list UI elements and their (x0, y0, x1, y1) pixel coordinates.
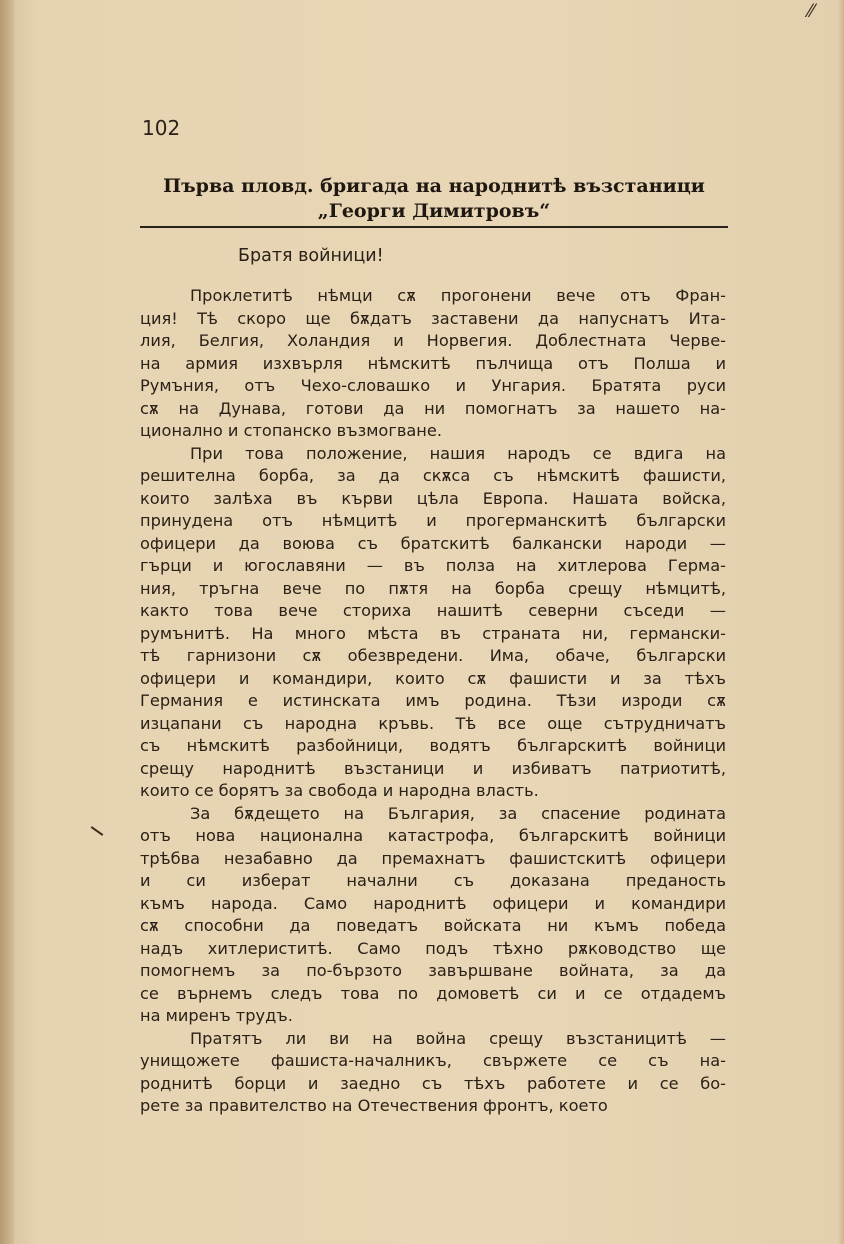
text-line: надъ хитлериститѣ. Само подъ тѣхно рѫководство ще (140, 938, 726, 958)
text-line: Пратятъ ли ви на война срещу възстаницитѣ — (190, 1028, 726, 1048)
text-line: които се борятъ за свобода и народна власть. (140, 781, 539, 800)
text-line: съ нѣмскитѣ разбойници, водятъ българскитѣ войници (140, 736, 726, 755)
page-left-edge (0, 0, 14, 1244)
margin-mark (91, 826, 104, 836)
section-heading (140, 174, 728, 224)
text-line: румънитѣ. На много мѣста въ страната ни, германски- (140, 623, 726, 643)
heading-rule (140, 226, 728, 228)
text-line: изцапани съ народна кръвь. Тѣ все още сътрудничатъ (140, 713, 726, 733)
text-line: трѣбва незабавно да премахнатъ фашистскитѣ офицери (140, 848, 726, 868)
paragraph (140, 803, 726, 1028)
text-line: къмъ народа. Само народнитѣ офицери и командири (140, 893, 726, 913)
text-line: тѣ гарнизони сѫ обезвредени. Има, обаче, български (140, 646, 726, 665)
text-line: рете за правителство на Отечествения фронтъ, което (140, 1096, 608, 1115)
text-line: сѫ на Дунава, готови да ни помогнатъ за нашето на- (140, 398, 726, 418)
text-line: на миренъ трудъ. (140, 1006, 293, 1025)
paragraph (140, 285, 726, 443)
text-line: отъ нова национална катастрофа, българскитѣ войници (140, 826, 726, 845)
text-line: лия, Белгия, Холандия и Норвегия. Доблестната Черве- (140, 331, 726, 350)
text-line: гърци и югославяни — въ полза на хитлерова Герма- (140, 556, 726, 575)
body-text (140, 285, 726, 1118)
heading-line-1: Първа пловд. бригада на народнитѣ възстаници (163, 175, 705, 197)
text-line: които залѣха въ кърви цѣла Европа. Нашата войска, (140, 488, 726, 508)
page-number: 102 (142, 116, 181, 140)
text-line: принудена отъ нѣмцитѣ и прогерманскитѣ български (140, 511, 726, 530)
text-line: сѫ способни да поведатъ войската ни къмъ победа (140, 916, 726, 935)
text-line: и си изберат начални съ доказана преданость (140, 871, 726, 890)
text-line: офицери и командири, които сѫ фашисти и за тѣхъ (140, 668, 726, 688)
paragraph (140, 1028, 726, 1118)
text-line: се върнемъ следъ това по домоветѣ си и се отдадемъ (140, 983, 726, 1003)
text-line: помогнемъ за по-бързото завършване войната, за да (140, 961, 726, 980)
corner-scratch-icon: ⁄⁄ (808, 1, 815, 22)
text-line: За бѫдещето на България, за спасение родината (190, 803, 726, 823)
text-line: унищожете фашиста-началникъ, свържете се съ на- (140, 1051, 726, 1070)
heading-line-2: „Георги Димитровъ“ (317, 200, 551, 222)
text-line: срещу народнитѣ възстаници и избиватъ патриотитѣ, (140, 758, 726, 778)
text-line: както това вече сториха нашитѣ северни съседи — (140, 601, 726, 620)
page-right-edge (838, 0, 844, 1244)
text-line: ция! Тѣ скоро ще бѫдатъ заставени да напуснатъ Ита- (140, 308, 726, 328)
text-line: офицери да воюва съ братскитѣ балкански народи — (140, 533, 726, 553)
text-line: ционално и стопанско възмогване. (140, 421, 442, 440)
text-line: на армия изхвърля нѣмскитѣ пълчища отъ Полша и (140, 353, 726, 373)
text-line: Румъния, отъ Чехо-словашко и Унгария. Братята руси (140, 376, 726, 395)
text-line: При това положение, нашия народъ се вдига на (190, 443, 726, 463)
text-line: ния, тръгна вече по пѫтя на борба срещу нѣмцитѣ, (140, 578, 726, 598)
text-line: роднитѣ борци и заедно съ тѣхъ работете и се бо- (140, 1073, 726, 1093)
salutation: Братя войници! (238, 246, 384, 266)
text-line: Германия е истинската имъ родина. Тѣзи изроди сѫ (140, 691, 726, 710)
paragraph (140, 443, 726, 803)
text-line: решителна борба, за да скѫса съ нѣмскитѣ фашисти, (140, 466, 726, 485)
text-line: Проклетитѣ нѣмци сѫ прогонени вече отъ Фран- (190, 286, 726, 305)
